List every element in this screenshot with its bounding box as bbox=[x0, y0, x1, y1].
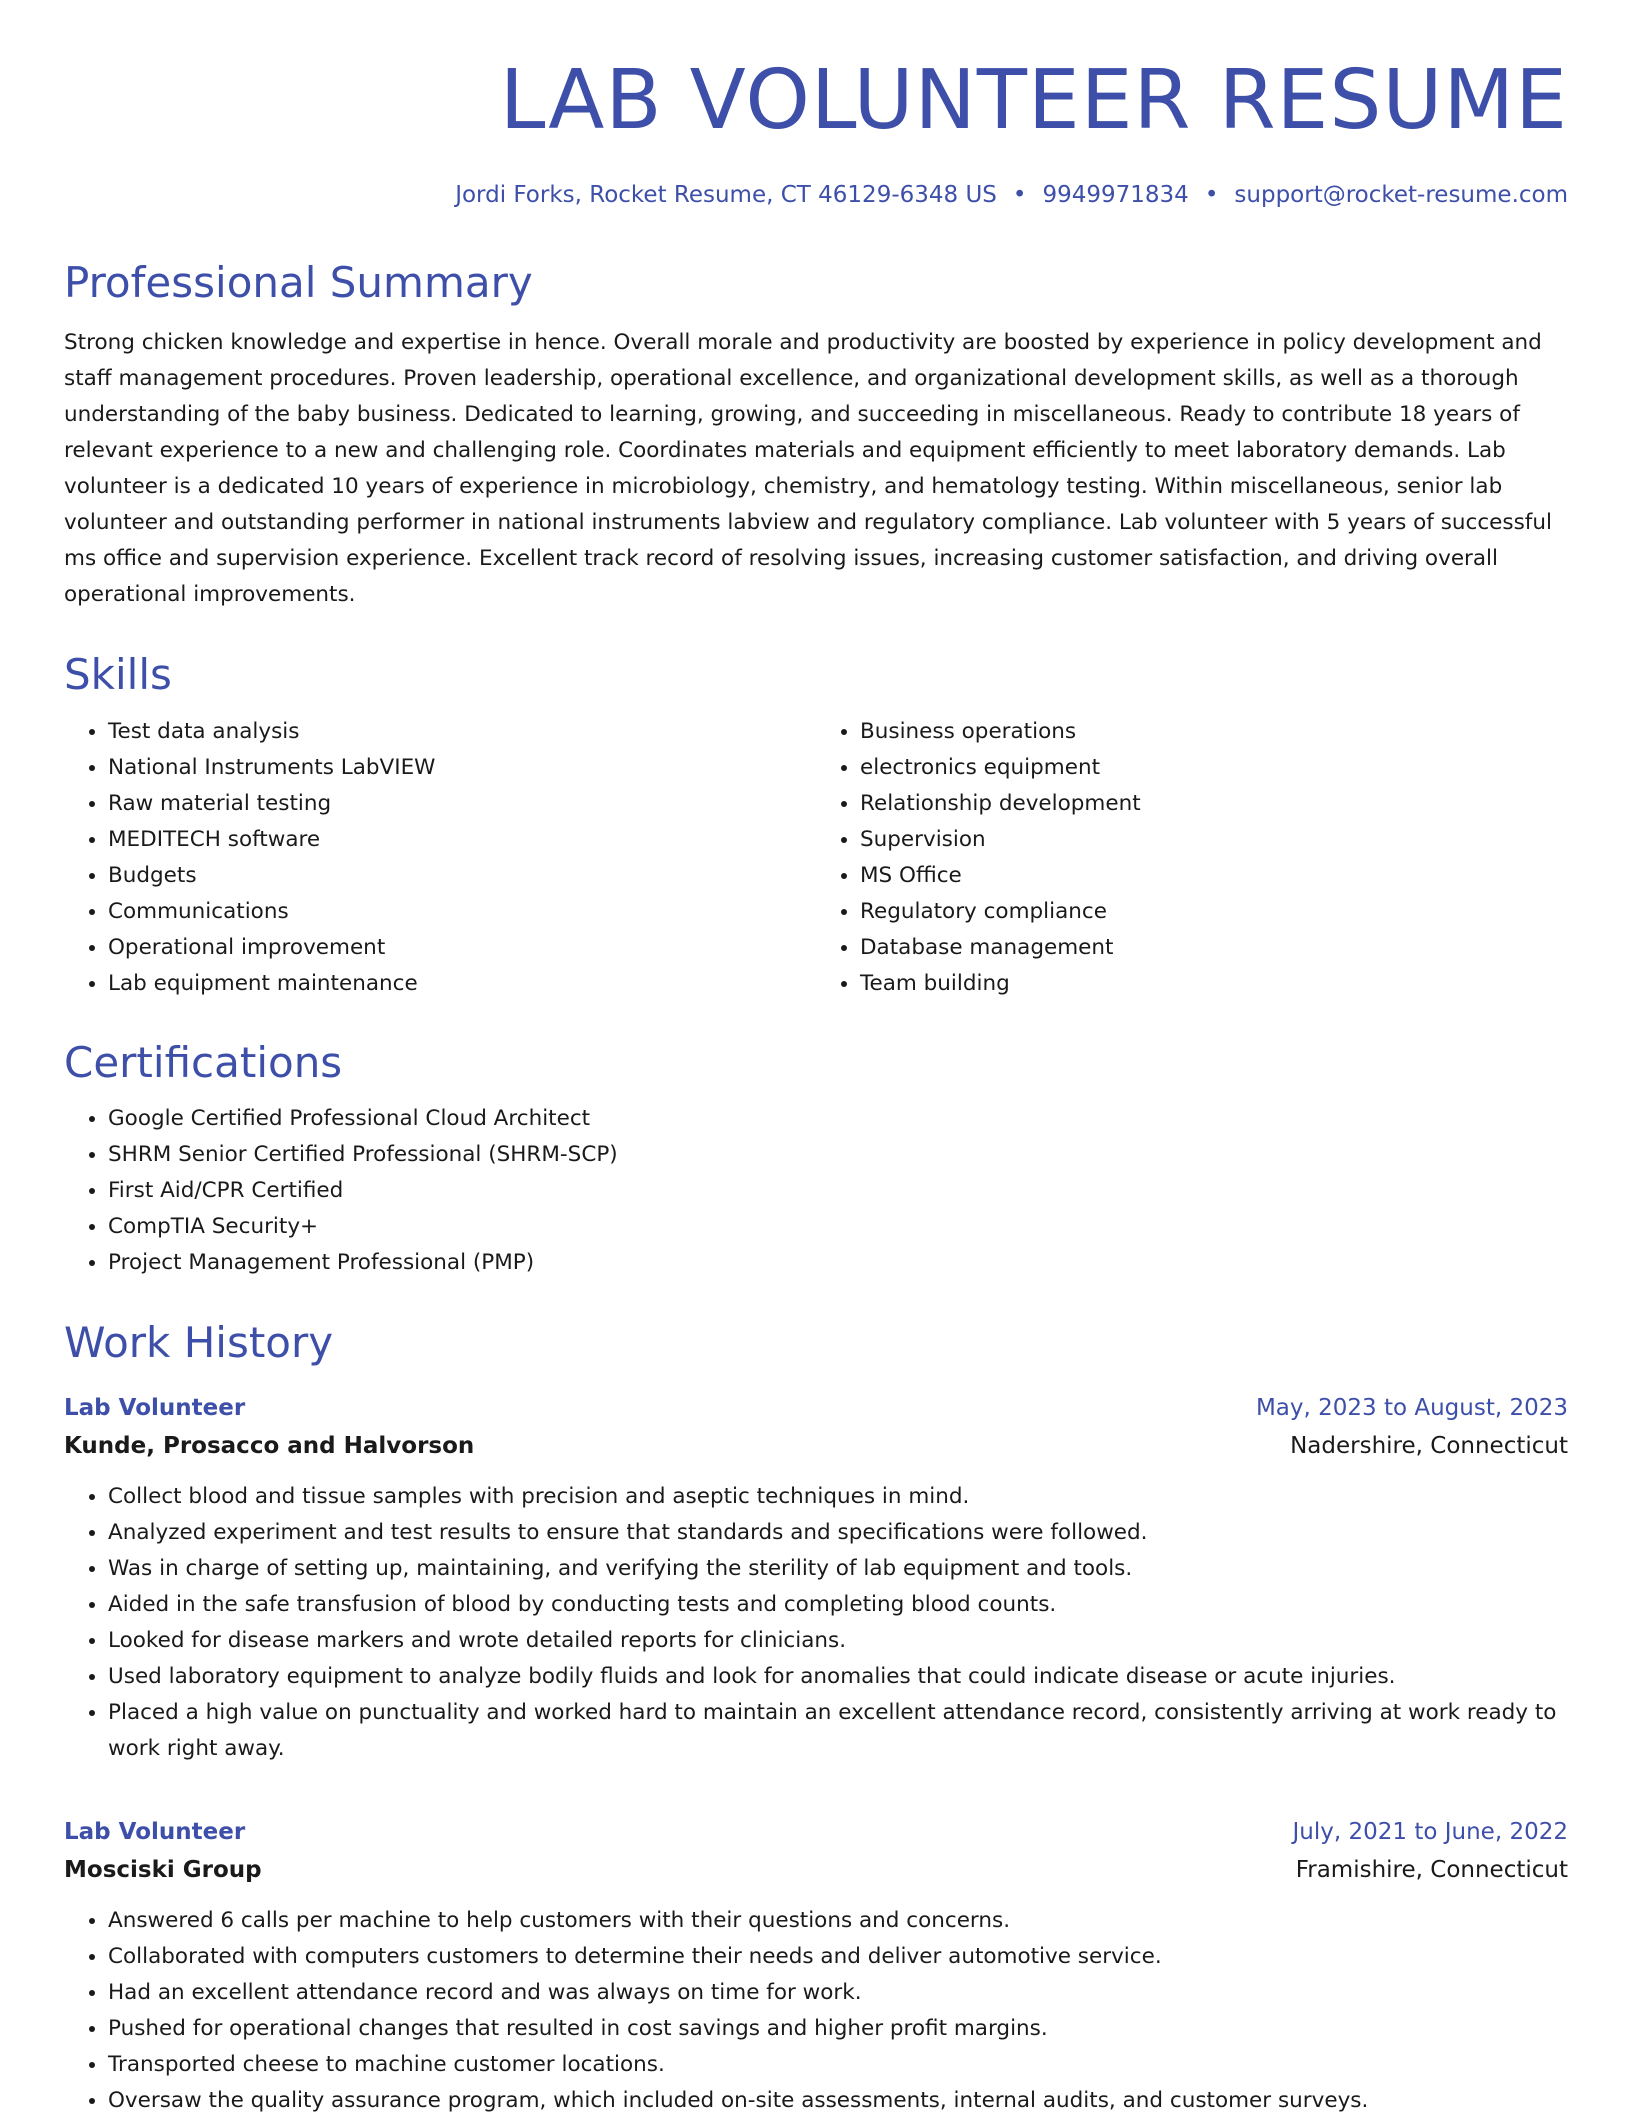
job-bullet: • Was in charge of setting up, maintaining, and verifying the sterility of lab equipment and tools. bbox=[108, 1551, 1568, 1587]
contact-line bbox=[64, 182, 1568, 210]
certification-item: • CompTIA Security+ bbox=[108, 1209, 1568, 1245]
job-bullet: • Answered 6 calls per machine to help customers with their questions and concerns. bbox=[108, 1903, 1568, 1939]
skill-item: • Team building bbox=[860, 966, 1568, 1002]
skill-item: • Raw material testing bbox=[108, 786, 816, 822]
job-bullet: • Had an excellent attendance record and was always on time for work. bbox=[108, 1975, 1568, 2011]
certification-item: • Google Certified Professional Cloud Architect bbox=[108, 1101, 1568, 1137]
skills-list-right bbox=[816, 714, 1568, 1002]
job-bullets bbox=[64, 1903, 1568, 2119]
job-location: Framishire, Connecticut bbox=[1295, 1856, 1568, 1883]
skill-item: • Regulatory compliance bbox=[860, 894, 1568, 930]
job-bullet: • Collect blood and tissue samples with precision and aseptic techniques in mind. bbox=[108, 1479, 1568, 1515]
job-company: Mosciski Group bbox=[64, 1856, 262, 1883]
skill-item: • MS Office bbox=[860, 858, 1568, 894]
contact-separator: • bbox=[1204, 182, 1219, 209]
certifications-section bbox=[64, 1038, 1568, 1281]
skill-item: • Business operations bbox=[860, 714, 1568, 750]
skill-item: • Supervision bbox=[860, 822, 1568, 858]
job-bullet: • Placed a high value on punctuality and worked hard to maintain an excellent attendance record, consistently arriving at work ready to work right away. bbox=[108, 1695, 1568, 1767]
skills-list-left bbox=[64, 714, 816, 1002]
summary-text: Strong chicken knowledge and expertise in hence. Overall morale and productivity are boosted by experience in policy development and staff management procedures. Proven leadership, operational excellence, and organizational development skills, as well as a thorough understanding of the baby business. Dedicated to learning, growing, and succeeding in miscellaneous. Ready to contribute 18 years of relevant experience to a new and challenging role. Coordinates materials and equipment efficiently to meet laboratory demands. Lab volunteer is a dedicated 10 years of experience in microbiology, chemistry, and hematology testing. Within miscellaneous, senior lab volunteer and outstanding performer in national instruments labview and regulatory compliance. Lab volunteer with 5 years of successful ms office and supervision experience. Excellent track record of resolving issues, increasing customer satisfaction, and driving overall operational improvements. bbox=[64, 330, 1552, 608]
job-title-row bbox=[64, 1813, 1568, 1851]
certification-item: • First Aid/CPR Certified bbox=[108, 1173, 1568, 1209]
skill-item: • Budgets bbox=[108, 858, 816, 894]
job-bullet: • Collaborated with computers customers to determine their needs and deliver automotive service. bbox=[108, 1939, 1568, 1975]
summary-section bbox=[64, 258, 1568, 613]
skill-item: • Lab equipment maintenance bbox=[108, 966, 816, 1002]
work-history-heading: Work History bbox=[64, 1318, 334, 1368]
job-entry bbox=[64, 1813, 1568, 2119]
job-company-row bbox=[64, 1851, 1568, 1889]
skill-item: • Communications bbox=[108, 894, 816, 930]
job-bullet: • Analyzed experiment and test results to ensure that standards and specifications were followed. bbox=[108, 1515, 1568, 1551]
job-bullet: • Transported cheese to machine customer locations. bbox=[108, 2047, 1568, 2083]
job-bullet: • Used laboratory equipment to analyze bodily fluids and look for anomalies that could indicate disease or acute injuries. bbox=[108, 1659, 1568, 1695]
job-title: Lab Volunteer bbox=[64, 1394, 246, 1421]
summary-heading: Professional Summary bbox=[64, 257, 533, 307]
certification-item: • Project Management Professional (PMP) bbox=[108, 1245, 1568, 1281]
skill-item: • National Instruments LabVIEW bbox=[108, 750, 816, 786]
job-dates: July, 2021 to June, 2022 bbox=[1292, 1818, 1568, 1845]
job-entry bbox=[64, 1389, 1568, 1767]
job-title-row bbox=[64, 1389, 1568, 1427]
resume-page bbox=[64, 0, 1568, 2119]
certifications-heading: Certifications bbox=[64, 1037, 343, 1087]
certifications-list bbox=[64, 1101, 1568, 1281]
job-company: Kunde, Prosacco and Halvorson bbox=[64, 1432, 475, 1459]
job-title: Lab Volunteer bbox=[64, 1818, 246, 1845]
skill-item: • MEDITECH software bbox=[108, 822, 816, 858]
skills-heading: Skills bbox=[64, 650, 172, 700]
job-bullet: • Aided in the safe transfusion of blood by conducting tests and completing blood counts. bbox=[108, 1587, 1568, 1623]
job-bullets bbox=[64, 1479, 1568, 1767]
skill-item: • Operational improvement bbox=[108, 930, 816, 966]
skills-columns bbox=[64, 714, 1568, 1002]
job-dates: May, 2023 to August, 2023 bbox=[1255, 1394, 1568, 1421]
contact-separator: • bbox=[1012, 182, 1027, 209]
job-bullet: • Oversaw the quality assurance program, which included on-site assessments, internal audits, and customer surveys. bbox=[108, 2083, 1568, 2119]
job-location: Nadershire, Connecticut bbox=[1290, 1432, 1568, 1459]
job-bullet: • Pushed for operational changes that resulted in cost savings and higher profit margins. bbox=[108, 2011, 1568, 2047]
contact-phone: 9949971834 bbox=[1042, 182, 1189, 209]
resume-title: LAB VOLUNTEER RESUME bbox=[499, 53, 1568, 148]
contact-address: Jordi Forks, Rocket Resume, CT 46129-6348 US bbox=[455, 182, 997, 209]
work-history-section bbox=[64, 1318, 1568, 2118]
contact-email: support@rocket-resume.com bbox=[1234, 182, 1568, 209]
job-bullet: • Looked for disease markers and wrote detailed reports for clinicians. bbox=[108, 1623, 1568, 1659]
certification-item: • SHRM Senior Certified Professional (SHRM-SCP) bbox=[108, 1137, 1568, 1173]
skills-section bbox=[64, 650, 1568, 1001]
skill-item: • Relationship development bbox=[860, 786, 1568, 822]
skill-item: • Database management bbox=[860, 930, 1568, 966]
skill-item: • Test data analysis bbox=[108, 714, 816, 750]
skill-item: • electronics equipment bbox=[860, 750, 1568, 786]
job-company-row bbox=[64, 1427, 1568, 1465]
